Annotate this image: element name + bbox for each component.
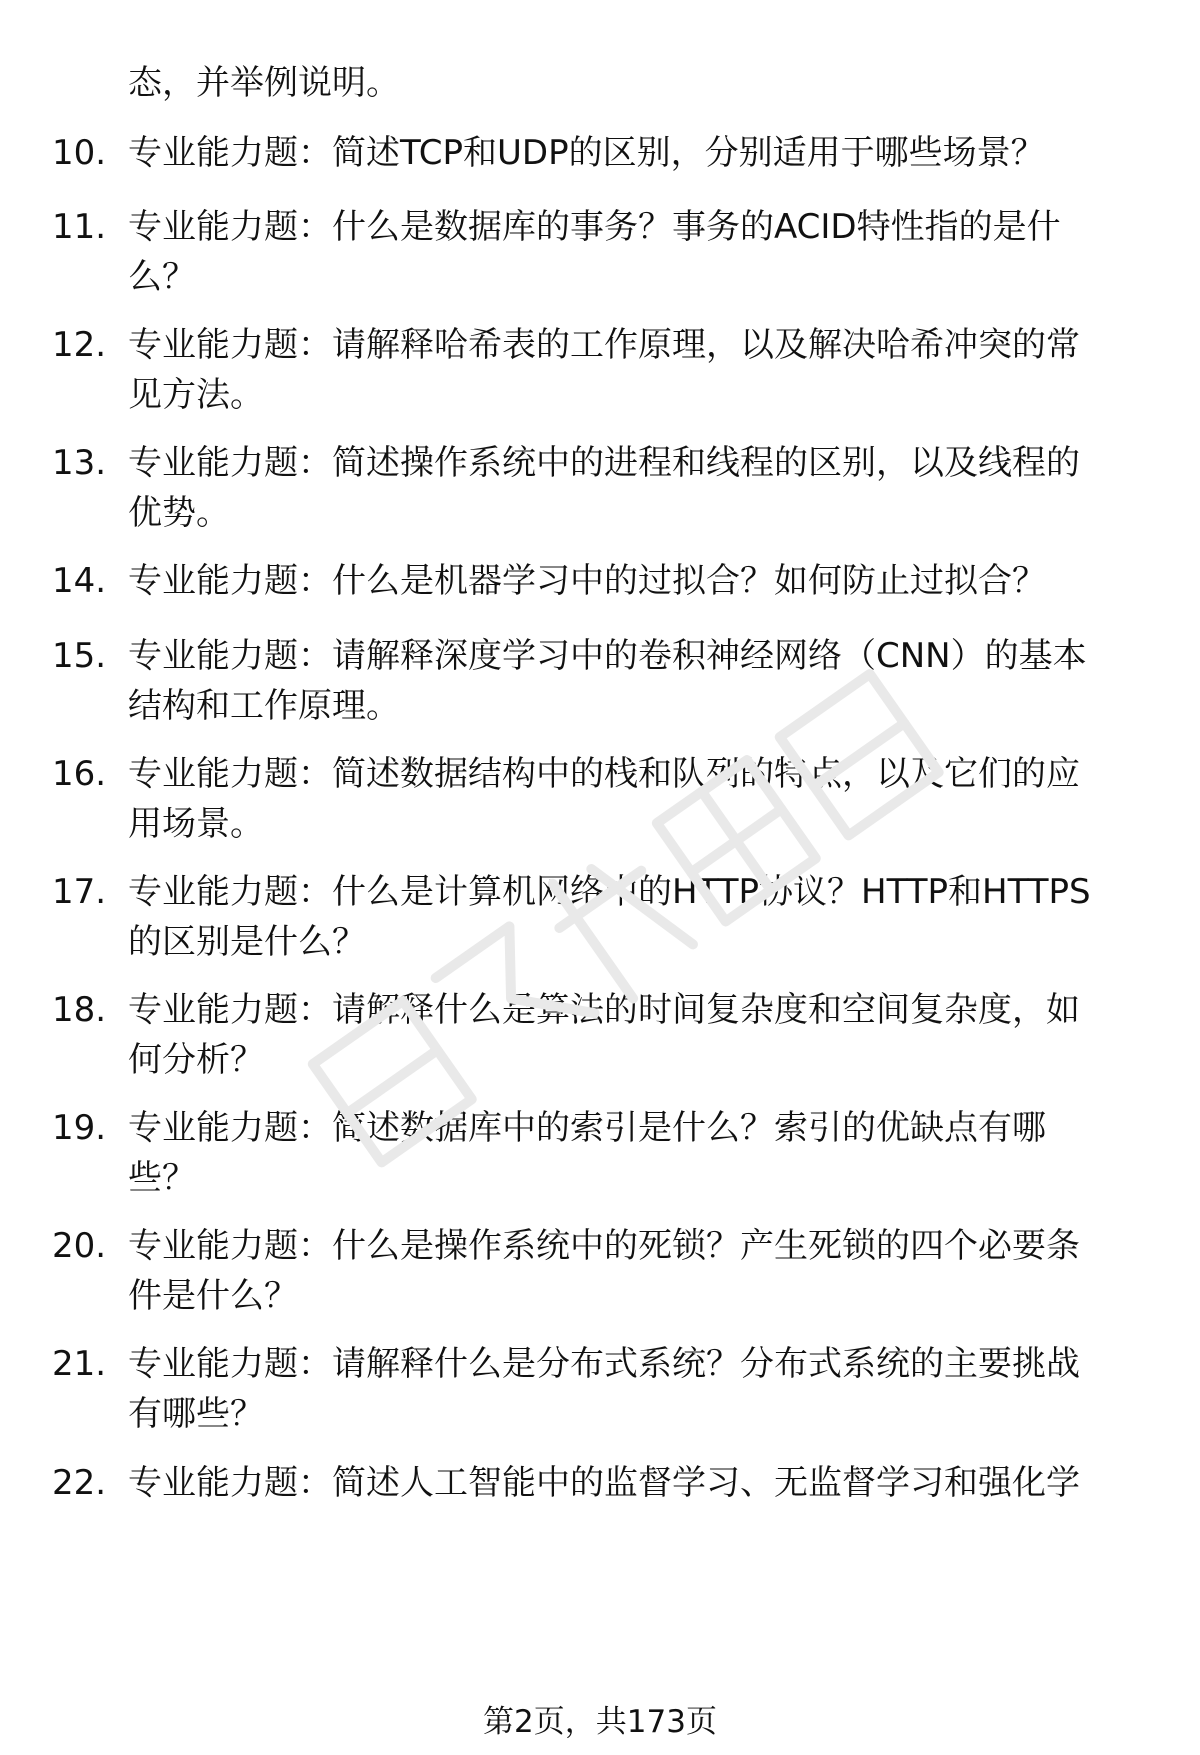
question-line: 专业能力题：什么是机器学习中的过拟合？如何防止过拟合？ bbox=[128, 561, 1046, 601]
question-number: 20. bbox=[52, 1226, 107, 1266]
question-number: 14. bbox=[52, 561, 107, 601]
question-text bbox=[128, 631, 1158, 731]
question-text bbox=[128, 320, 1158, 420]
question-line: 专业能力题：请解释什么是分布式系统？分布式系统的主要挑战 bbox=[128, 1344, 1080, 1384]
continuation-text: 态，并举例说明。 bbox=[128, 63, 400, 103]
question-line: 专业能力题：什么是数据库的事务？事务的ACID特性指的是什 bbox=[128, 207, 1061, 247]
question-line: 见方法。 bbox=[128, 375, 264, 415]
question-text bbox=[128, 1339, 1158, 1439]
question-line: 专业能力题：简述操作系统中的进程和线程的区别，以及线程的 bbox=[128, 443, 1080, 483]
question-line: 专业能力题：请解释深度学习中的卷积神经网络（CNN）的基本 bbox=[128, 636, 1087, 676]
question-text bbox=[128, 1221, 1158, 1321]
question-number: 10. bbox=[52, 133, 107, 173]
question-line: 结构和工作原理。 bbox=[128, 686, 400, 726]
question-number: 17. bbox=[52, 872, 107, 912]
question-line: 专业能力题：请解释什么是算法的时间复杂度和空间复杂度，如 bbox=[128, 990, 1080, 1030]
question-line: 专业能力题：什么是计算机网络中的HTTP协议？HTTP和HTTPS bbox=[128, 872, 1091, 912]
question-number: 19. bbox=[52, 1108, 107, 1148]
question-text bbox=[128, 1103, 1158, 1203]
question-line: 的区别是什么？ bbox=[128, 922, 366, 962]
question-number: 13. bbox=[52, 443, 107, 483]
question-line: 么？ bbox=[128, 257, 196, 297]
question-number: 11. bbox=[52, 207, 107, 247]
page-footer: 第2页，共173页 bbox=[483, 1704, 717, 1740]
question-line: 何分析？ bbox=[128, 1040, 264, 1080]
question-number: 12. bbox=[52, 325, 107, 365]
question-line: 专业能力题：简述TCP和UDP的区别，分别适用于哪些场景？ bbox=[128, 133, 1045, 173]
question-line: 有哪些？ bbox=[128, 1394, 264, 1434]
question-number: 22. bbox=[52, 1463, 107, 1503]
question-line: 专业能力题：什么是操作系统中的死锁？产生死锁的四个必要条 bbox=[128, 1226, 1080, 1266]
question-text bbox=[128, 985, 1158, 1085]
question-line: 优势。 bbox=[128, 493, 230, 533]
question-number: 21. bbox=[52, 1344, 107, 1384]
question-text bbox=[128, 749, 1158, 849]
question-line: 专业能力题：请解释哈希表的工作原理，以及解决哈希冲突的常 bbox=[128, 325, 1080, 365]
question-line: 专业能力题：简述人工智能中的监督学习、无监督学习和强化学 bbox=[128, 1463, 1080, 1503]
question-number: 16. bbox=[52, 754, 107, 794]
question-text bbox=[128, 202, 1158, 302]
question-line: 用场景。 bbox=[128, 804, 264, 844]
question-line: 专业能力题：简述数据结构中的栈和队列的特点，以及它们的应 bbox=[128, 754, 1080, 794]
question-text bbox=[128, 1458, 1158, 1508]
question-number: 18. bbox=[52, 990, 107, 1030]
question-number: 15. bbox=[52, 636, 107, 676]
question-line: 些？ bbox=[128, 1158, 196, 1198]
question-text bbox=[128, 556, 1158, 606]
question-text bbox=[128, 128, 1158, 178]
question-text bbox=[128, 867, 1158, 967]
question-text bbox=[128, 438, 1158, 538]
question-line: 件是什么？ bbox=[128, 1276, 298, 1316]
question-line: 专业能力题：简述数据库中的索引是什么？索引的优缺点有哪 bbox=[128, 1108, 1046, 1148]
